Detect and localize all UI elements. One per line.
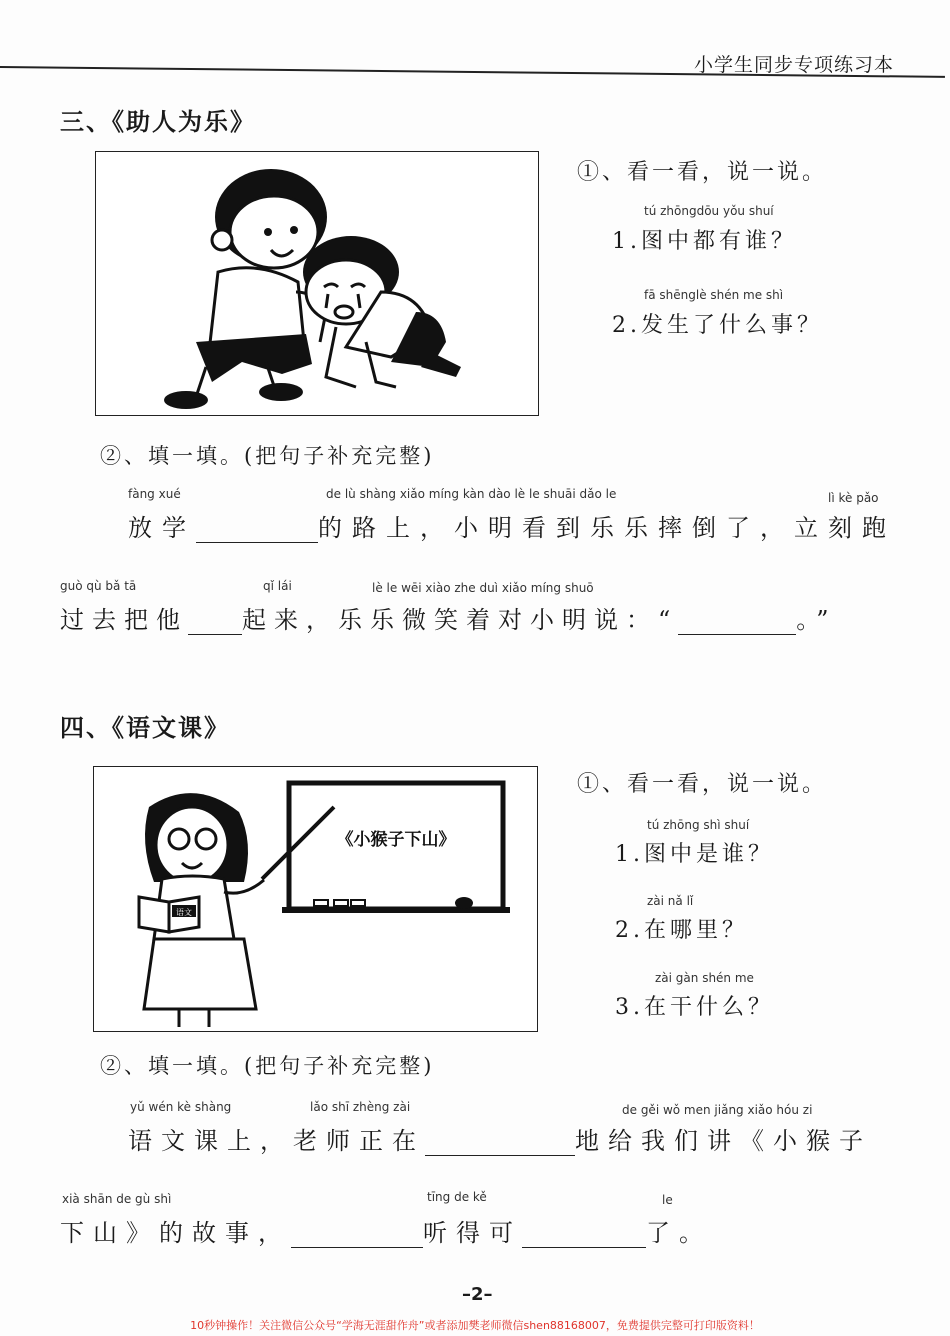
s4l2-blank2[interactable] <box>522 1221 646 1248</box>
s3-line1 <box>128 508 896 543</box>
s4-line2 <box>60 1213 712 1248</box>
section3-step1: ①、看一看，说一说。 <box>577 160 828 185</box>
s4l1-pinyin-a: yǔ wén kè shàng <box>130 1100 232 1114</box>
teacher-illustration <box>94 767 537 1031</box>
section3-title: 三、《助人为乐》 <box>60 107 256 136</box>
s3l1-text-c: 立刻跑 <box>794 514 896 542</box>
s3l2-text-b: 起来， <box>242 606 338 634</box>
s4l2-pinyin-c: le <box>662 1193 673 1207</box>
section4-title: 四、《语文课》 <box>60 713 230 742</box>
s3l2-text-a: 过去把他 <box>60 606 188 634</box>
s3l2-blank1[interactable] <box>188 608 242 635</box>
section3-q2-pinyin: fā shēnglè shén me shì <box>644 288 784 302</box>
section4-q3-pinyin: zài gàn shén me <box>655 971 754 985</box>
section3-q1: 1.图中都有谁？ <box>612 229 797 254</box>
s3l1-text-b: 的路上，小明看到乐乐摔倒了， <box>318 514 794 542</box>
section3-step2: ②、填一填。(把句子补充完整) <box>100 444 435 468</box>
section4-step2: ②、填一填。(把句子补充完整) <box>100 1054 435 1078</box>
s3l2-text-c: 乐乐微笑着对小明说：“ <box>338 606 679 634</box>
blackboard-text: 《小猴子下山》 <box>336 830 456 850</box>
header-title: 小学生同步专项练习本 <box>693 54 894 76</box>
s3l1-text-a: 放学 <box>128 514 196 542</box>
s4l1-text-b: 老师正在 <box>293 1127 425 1155</box>
s4l1-pinyin-b: lǎo shī zhèng zài <box>310 1100 411 1114</box>
book-label: 语文 <box>176 908 192 917</box>
s4l1-text-c: 地给我们讲《小猴子 <box>575 1127 872 1155</box>
s3l1-blank[interactable] <box>196 516 318 543</box>
s4l2-blank1[interactable] <box>291 1221 423 1248</box>
s4l2-text-b: 听得可 <box>423 1219 522 1247</box>
s4l1-text-a: 语文课上， <box>128 1127 293 1155</box>
s4l2-text-c: 了。 <box>646 1219 712 1247</box>
s3l2-pinyin-c: lè le wēi xiào zhe duì xiǎo míng shuō <box>372 581 594 595</box>
page-number: –2– <box>462 1284 493 1305</box>
section4-q2-pinyin: zài nǎ lǐ <box>647 894 694 908</box>
s3l2-text-end: 。” <box>796 606 837 634</box>
section4-q2: 2.在哪里？ <box>615 918 748 943</box>
section4-illustration <box>93 766 538 1032</box>
s4l2-pinyin-a: xià shān de gù shì <box>62 1192 172 1206</box>
section4-q3: 3.在干什么？ <box>615 995 774 1020</box>
section3-illustration <box>95 151 539 416</box>
section4-q1: 1.图中是谁？ <box>615 842 774 867</box>
section3-q2: 2.发生了什么事？ <box>612 313 823 338</box>
section4-q1-pinyin: tú zhōng shì shuí <box>647 818 750 832</box>
s3l1-pinyin-a: fàng xué <box>128 487 181 501</box>
s3l1-pinyin-b: de lù shàng xiǎo míng kàn dào lè le shuāi dǎo le <box>326 487 617 501</box>
s3l2-pinyin-b: qǐ lái <box>263 579 292 593</box>
s3l2-blank2[interactable] <box>678 608 796 635</box>
promo-footer: 10秒钟操作！关注微信公众号“学海无涯甜作舟”或者添加樊老师微信shen88168007，免费提供完整可打印版资料！ <box>190 1319 760 1332</box>
s4l2-pinyin-b: tīng de kě <box>427 1190 487 1204</box>
s3l2-pinyin-a: guò qù bǎ tā <box>60 579 137 593</box>
s4l1-blank[interactable] <box>425 1129 575 1156</box>
s3l1-pinyin-c: lì kè pǎo <box>828 491 879 505</box>
s3-line2 <box>60 600 837 635</box>
s4-line1 <box>128 1121 872 1156</box>
section3-q1-pinyin: tú zhōngdōu yǒu shuí <box>644 204 774 218</box>
section4-step1: ①、看一看，说一说。 <box>577 772 828 797</box>
s4l1-pinyin-c: de gěi wǒ men jiǎng xiǎo hóu zi <box>622 1103 813 1117</box>
helping-boys-illustration <box>96 152 538 415</box>
s4l2-text-a: 下山》的故事， <box>60 1219 291 1247</box>
